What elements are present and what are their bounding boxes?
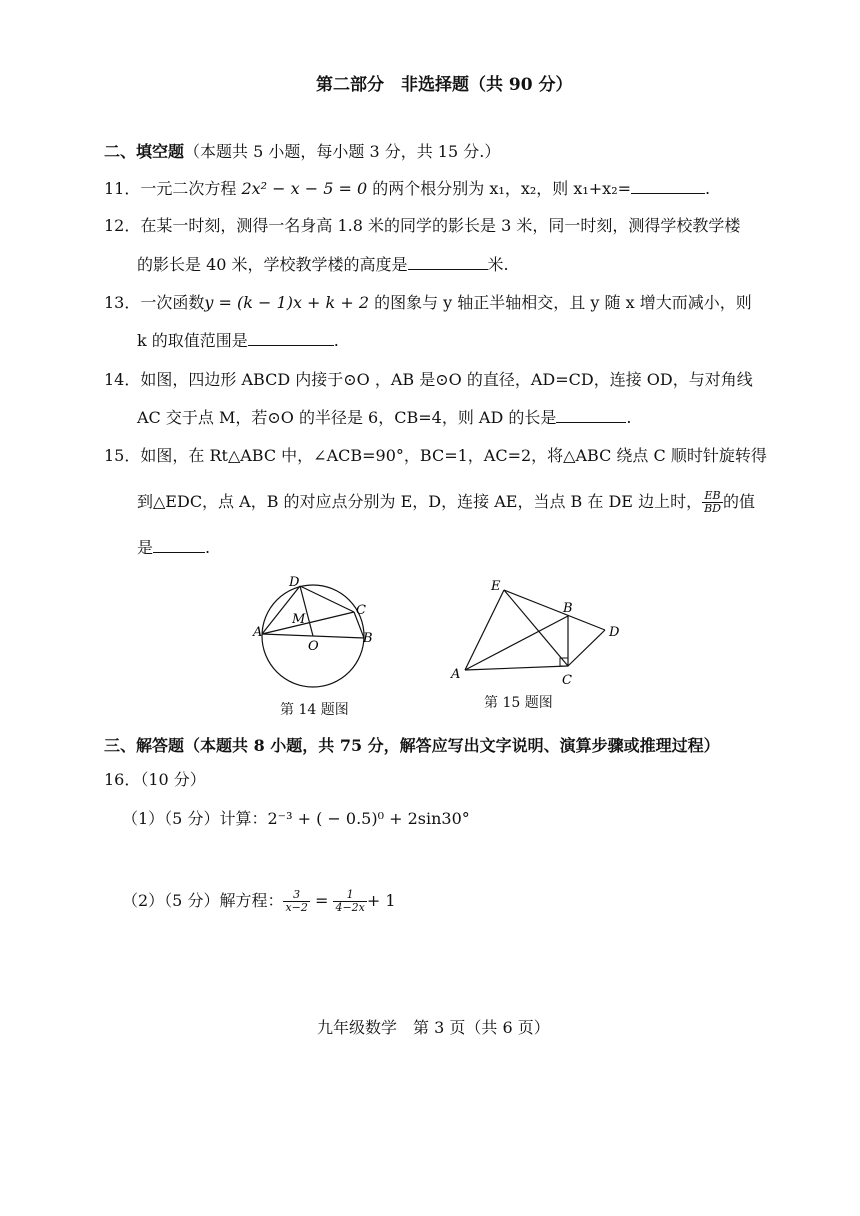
- q16-part1-expression: 2⁻³ + ( − 0.5)⁰ + 2sin30°: [267, 809, 470, 828]
- question-13-line1: [104, 292, 752, 314]
- q15-frac-num: EB: [702, 490, 723, 503]
- fig15-label-d: D: [609, 625, 620, 640]
- figure-15: [445, 572, 630, 692]
- q15-line2-post: 的值: [722, 492, 755, 511]
- fig15-side-ec: [504, 590, 568, 666]
- fig14-segment-od: [300, 586, 313, 636]
- q13-line2: k 的取值范围是: [137, 331, 248, 350]
- q14-number: 14．: [104, 370, 141, 389]
- q12-line2: 的影长是 40 米，学校教学楼的高度是: [137, 255, 408, 274]
- q13-line1-post: 的图象与 y 轴正半轴相交，且 y 随 x 增大而减小，则: [369, 293, 752, 312]
- question-11: [104, 177, 710, 200]
- q16-lhs-den: x−2: [285, 901, 308, 914]
- fig15-segment-ae: [465, 590, 504, 670]
- fig14-label-b: B: [363, 631, 373, 646]
- question-13-line2: [137, 329, 339, 352]
- q13-line1-pre: 一次函数: [140, 293, 205, 312]
- q16-title: 16．（10 分）: [104, 770, 206, 789]
- q11-answer-blank: [631, 177, 705, 194]
- q12-line2-end: 米.: [487, 255, 509, 274]
- q11-pre: 一元二次方程: [140, 179, 242, 198]
- q15-line1: 如图，在 Rt△ABC 中，∠ACB=90°，BC=1，AC=2，将△ABC 绕点 C 顺时针旋转得: [140, 446, 767, 465]
- q12-answer-blank: [408, 253, 488, 270]
- fig15-side-dc: [568, 630, 605, 666]
- figure-14: [250, 572, 380, 692]
- q15-line3-end: .: [205, 538, 211, 557]
- fig15-label-a: A: [451, 667, 461, 682]
- q15-answer-blank: [153, 536, 205, 553]
- fig15-side-ed: [504, 590, 605, 630]
- page-title: 第二部分 非选择题（共 90 分）: [316, 75, 573, 95]
- fig14-caption: 第 14 题图: [280, 702, 349, 718]
- q13-number: 13．: [104, 293, 141, 312]
- fig14-label-c: C: [356, 603, 366, 618]
- fig14-label-d: D: [289, 575, 300, 590]
- q13-line2-end: .: [333, 331, 339, 350]
- q15-number: 15．: [104, 446, 141, 465]
- q14-line2-end: .: [626, 408, 632, 427]
- q16-rhs-num: 1: [333, 889, 366, 902]
- question-15-line3: [137, 536, 210, 559]
- q14-answer-blank: [556, 406, 626, 423]
- q15-frac-den: BD: [704, 502, 721, 515]
- q16-lhs-num: 3: [283, 889, 309, 902]
- fig15-side-ab: [465, 616, 568, 670]
- q16-rhs-den: 4−2x: [335, 901, 365, 914]
- fig15-label-c: C: [562, 673, 572, 688]
- section2-note: （本题共 5 小题，每小题 3 分，共 15 分.）: [184, 142, 501, 161]
- fig15-label-e: E: [491, 579, 501, 594]
- q16-tail: + 1: [366, 891, 396, 910]
- q13-equation: y = (k − 1)x + k + 2: [204, 293, 369, 312]
- question-14-line1: [104, 369, 753, 391]
- q16-part1-label: （1）（5 分）计算：: [122, 809, 268, 828]
- q14-line1: 如图，四边形 ABCD 内接于⊙O ，AB 是⊙O 的直径，AD=CD，连接 OD，与对角线: [140, 370, 753, 389]
- page-footer: 九年级数学 第 3 页（共 6 页）: [317, 1018, 550, 1037]
- q16-part2-label: （2）（5 分）解方程：: [122, 891, 284, 910]
- q11-mid: 的两个根分别为 x₁，x₂，则 x₁+x₂=: [367, 179, 632, 198]
- q13-answer-blank: [248, 329, 334, 346]
- q12-number: 12．: [104, 216, 141, 235]
- q14-line2: AC 交于点 M，若⊙O 的半径是 6，CB=4，则 AD 的长是: [137, 408, 557, 427]
- q16-lhs-fraction: [283, 889, 309, 914]
- q11-equation: 2x² − x − 5 = 0: [241, 179, 368, 198]
- q11-number: 11．: [104, 179, 141, 198]
- q16-part2: [122, 889, 396, 914]
- question-14-line2: [137, 406, 631, 429]
- q15-fraction: [702, 490, 723, 515]
- fig15-side-ac: [465, 666, 568, 670]
- fig14-label-m: M: [292, 612, 306, 627]
- section2-heading-row: [104, 141, 500, 163]
- q12-line1: 在某一时刻，测得一名身高 1.8 米的同学的影长是 3 米，同一时刻，测得学校教学楼: [140, 216, 741, 235]
- q15-line3: 是: [137, 538, 154, 557]
- q16-rhs-fraction: [333, 889, 366, 914]
- fig14-label-a: A: [253, 625, 263, 640]
- question-12-line1: [104, 215, 740, 237]
- question-12-line2: [137, 253, 509, 276]
- section3-heading: 三、解答题（本题共 8 小题，共 75 分，解答应写出文字说明、演算步骤或推理过程）: [104, 736, 720, 755]
- q16-equals: =: [309, 891, 334, 910]
- q15-line2: 到△EDC，点 A，B 的对应点分别为 E，D，连接 AE，当点 B 在 DE 边上时，: [137, 492, 703, 511]
- fig14-label-o: O: [308, 639, 319, 654]
- q16-part1: [122, 808, 470, 830]
- q11-end: .: [705, 179, 711, 198]
- question-15-line2: [137, 490, 755, 515]
- fig15-caption: 第 15 题图: [484, 695, 553, 711]
- question-15-line1: [104, 445, 767, 467]
- fig15-label-b: B: [563, 601, 573, 616]
- section2-heading: 二、填空题: [104, 142, 185, 161]
- fig14-side-dc: [300, 586, 354, 612]
